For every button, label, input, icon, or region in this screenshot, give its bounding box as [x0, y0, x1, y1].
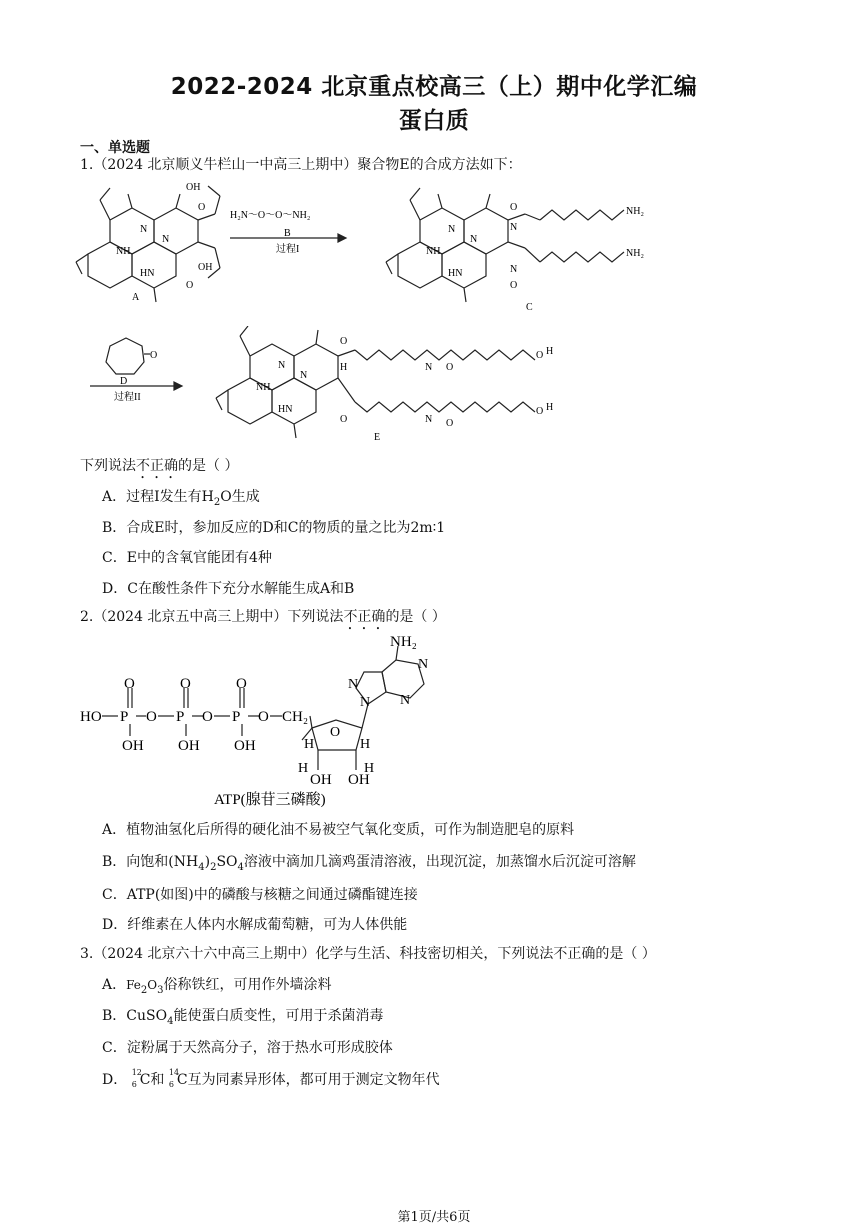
q1-option-d[interactable]: D．C在酸性条件下充分水解能生成A和B: [102, 581, 355, 597]
svg-text:O: O: [186, 280, 194, 291]
q2-option-a[interactable]: A．植物油氢化后所得的硬化油不易被空气氧化变质，可作为制造肥皂的原料: [102, 822, 575, 838]
svg-text:N: N: [360, 695, 371, 710]
svg-text:N: N: [162, 234, 170, 245]
reaction-scheme-1: [70, 180, 650, 320]
svg-text:O: O: [198, 202, 206, 213]
svg-text:CH₂: CH₂: [282, 709, 309, 725]
section-heading: 一、单选题: [80, 140, 150, 156]
q1-option-a[interactable]: A．过程I发生有$H_2O$生成: [102, 489, 260, 508]
svg-text:O: O: [446, 418, 454, 429]
svg-text:N: N: [300, 370, 308, 381]
svg-text:O: O: [236, 676, 247, 692]
svg-text:HN: HN: [448, 268, 463, 279]
svg-text:O: O: [146, 709, 157, 725]
svg-text:O: O: [180, 676, 191, 692]
svg-text:P: P: [232, 709, 241, 725]
svg-text:N: N: [278, 360, 286, 371]
svg-text:N: N: [448, 224, 456, 235]
svg-text:NH: NH: [116, 246, 131, 257]
svg-text:H: H: [546, 402, 554, 413]
svg-text:OH: OH: [178, 738, 200, 754]
svg-text:N: N: [510, 222, 518, 233]
svg-text:NH₂: NH₂: [626, 206, 644, 217]
svg-text:HO: HO: [80, 709, 102, 725]
svg-text:O: O: [124, 676, 135, 692]
svg-text:N: N: [470, 234, 478, 245]
svg-text:N: N: [425, 414, 433, 425]
document-title: 2022-2024 北京重点校高三（上）期中化学汇编: [170, 74, 698, 100]
q2-option-d[interactable]: D．纤维素在人体内水解成葡萄糖，可为人体供能: [102, 917, 408, 933]
svg-text:OH: OH: [234, 738, 256, 754]
label-e: E: [374, 432, 381, 443]
svg-text:OH: OH: [348, 772, 370, 788]
svg-text:O: O: [258, 709, 269, 725]
q1-option-c[interactable]: C．E中的含氧官能团有4种: [102, 550, 272, 566]
svg-text:NH: NH: [426, 246, 441, 257]
isotope-c12-indices: 12 6: [131, 1068, 142, 1089]
svg-text:N: N: [425, 362, 433, 373]
svg-text:H: H: [360, 737, 371, 752]
svg-text:O: O: [510, 280, 518, 291]
svg-text:O: O: [536, 350, 544, 361]
reaction-scheme-2: [80, 326, 570, 448]
svg-text:OH: OH: [122, 738, 144, 754]
svg-text:NH: NH: [256, 382, 271, 393]
svg-text:NH₂: NH₂: [626, 248, 644, 259]
svg-text:H: H: [546, 346, 554, 357]
svg-text:O: O: [536, 406, 544, 417]
svg-text:N: N: [510, 264, 518, 275]
svg-text:P: P: [120, 709, 129, 725]
document-subtitle: 蛋白质: [398, 108, 470, 134]
atp-caption: ATP(腺苷三磷酸): [214, 792, 326, 808]
oh-label: OH: [186, 182, 201, 193]
label-c: C: [526, 302, 533, 313]
svg-text:NH₂: NH₂: [390, 634, 417, 650]
isotope-c14-indices: 14 6: [168, 1068, 180, 1089]
svg-text:O: O: [330, 725, 341, 740]
svg-text:OH: OH: [198, 262, 213, 273]
q3-option-c[interactable]: C．淀粉属于天然高分子，溶于热水可形成胶体: [102, 1040, 393, 1056]
label-a: A: [132, 292, 140, 303]
svg-text:HN: HN: [140, 268, 155, 279]
step-1-label: 过程I: [276, 244, 300, 255]
svg-text:OH: OH: [310, 772, 332, 788]
svg-text:O: O: [150, 350, 158, 361]
question-1-ask: 下列说法不正确的是（ ）: [80, 458, 239, 474]
question-2-stem: 2.（2024 北京五中高三上期中）下列说法不正确的是（ ）: [80, 609, 446, 625]
page-footer: 第1页/共6页: [397, 1210, 471, 1225]
q1-option-b[interactable]: B．合成E时，参加反应的D和C的物质的量之比为2m∶1: [102, 520, 446, 536]
q3-option-b[interactable]: B．CuSO$_4$能使蛋白质变性，可用于杀菌消毒: [102, 1008, 384, 1027]
atp-structure: [78, 632, 458, 812]
svg-text:O: O: [202, 709, 213, 725]
question-3-stem: 3.（2024 北京六十六中高三上期中）化学与生活、科技密切相关，下列说法不正确的是（ ）: [80, 946, 656, 962]
svg-text:N: N: [418, 657, 429, 672]
q3-option-d[interactable]: D． 12 6 C和 14 6 C互为同素异形体，都可用于测定文物年代: [102, 1068, 440, 1089]
svg-text:H: H: [304, 737, 315, 752]
svg-text:O: O: [510, 202, 518, 213]
reagent-b-text: H₂N〜O〜O〜NH₂: [230, 210, 311, 221]
q2-option-c[interactable]: C．ATP(如图)中的磷酸与核糖之间通过磷酯键连接: [102, 887, 418, 903]
q2-option-b[interactable]: B．向饱和$(NH_4)_2SO_4$溶液中滴加几滴鸡蛋清溶液，出现沉淀，加蒸馏水后沉淀可溶解: [102, 854, 636, 873]
svg-text:P: P: [176, 709, 185, 725]
svg-text:N: N: [140, 224, 148, 235]
svg-text:O: O: [340, 336, 348, 347]
svg-text:N: N: [400, 693, 411, 708]
svg-text:N: N: [348, 677, 359, 692]
svg-text:H: H: [364, 761, 375, 776]
svg-text:O: O: [446, 362, 454, 373]
step-2-label: 过程II: [114, 392, 141, 403]
svg-text:H: H: [340, 362, 348, 373]
svg-text:H: H: [298, 761, 309, 776]
question-1-stem: 1.（2024 北京顺义牛栏山一中高三上期中）聚合物E的合成方法如下：: [80, 157, 522, 173]
q3-option-a[interactable]: A．$Fe_2O_3$俗称铁红，可用作外墙涂料: [102, 977, 332, 996]
label-d: D: [120, 376, 128, 387]
svg-text:HN: HN: [278, 404, 293, 415]
label-b: B: [284, 228, 291, 239]
svg-text:O: O: [340, 414, 348, 425]
